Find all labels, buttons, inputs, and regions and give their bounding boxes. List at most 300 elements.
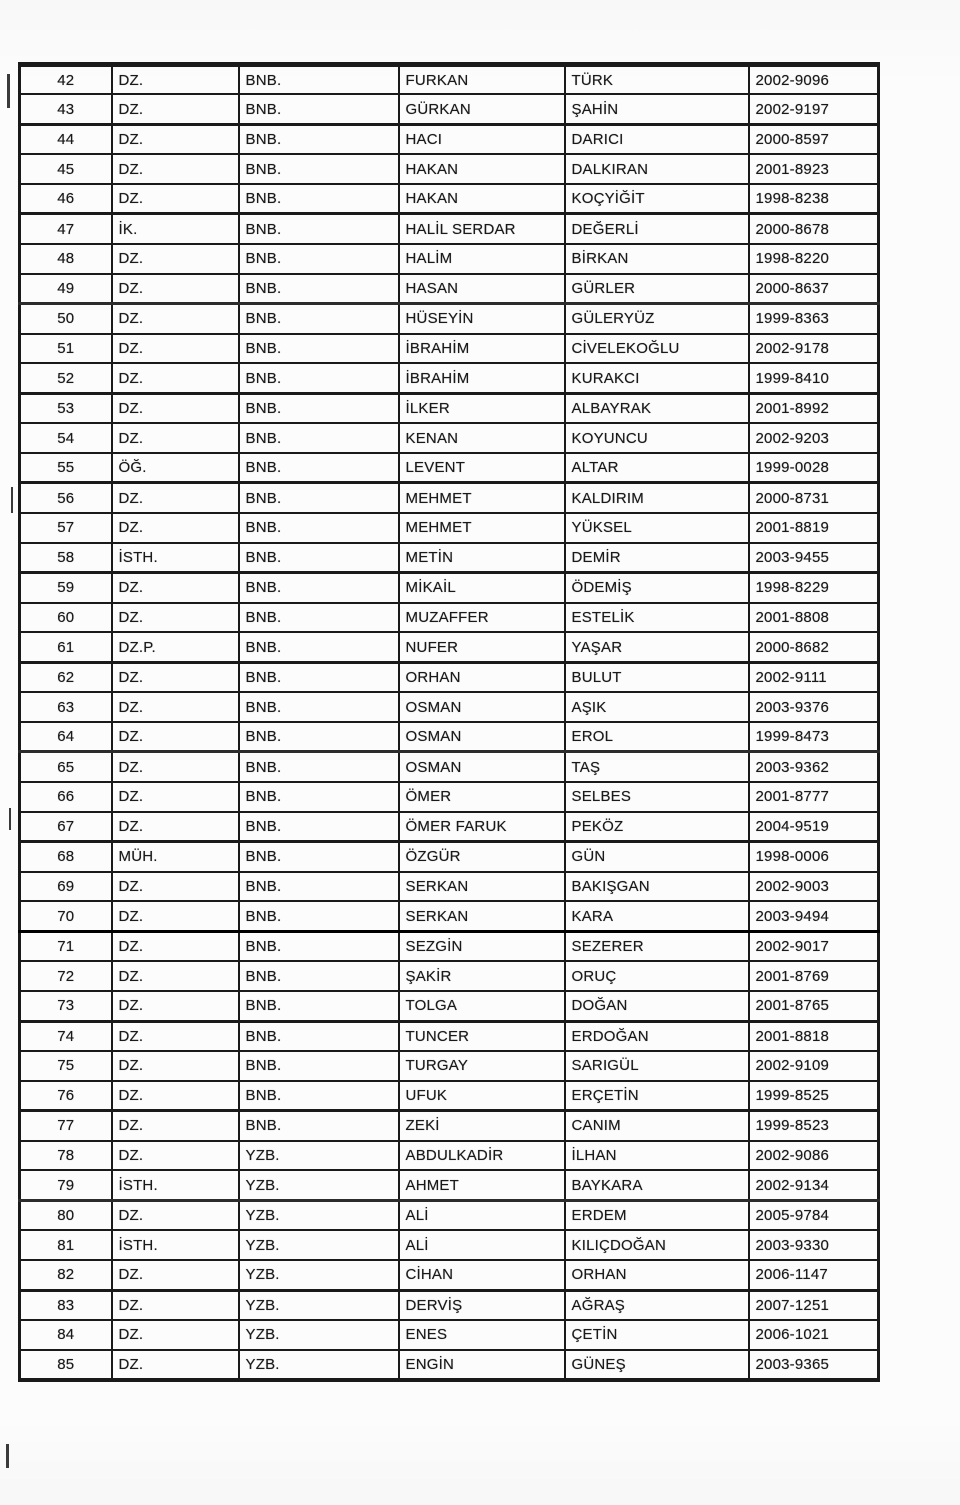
cell-branch: DZ.	[112, 423, 239, 453]
cell-registry-number: 2006-1147	[749, 1260, 879, 1290]
cell-row-number: 74	[20, 1021, 112, 1051]
cell-last-name: PEKÖZ	[565, 812, 749, 842]
cell-last-name: AŞIK	[565, 692, 749, 722]
cell-registry-number: 2001-8769	[749, 961, 879, 991]
cell-registry-number: 2001-8992	[749, 393, 879, 423]
cell-branch: DZ.	[112, 1141, 239, 1171]
cell-row-number: 56	[20, 483, 112, 513]
cell-branch: DZ.	[112, 1290, 239, 1320]
cell-registry-number: 2000-8678	[749, 214, 879, 244]
cell-branch: DZ.	[112, 244, 239, 274]
table-row	[20, 662, 879, 692]
cell-last-name: ÖDEMİŞ	[565, 573, 749, 603]
cell-row-number: 50	[20, 304, 112, 334]
cell-registry-number: 2001-8819	[749, 513, 879, 543]
cell-branch: DZ.	[112, 94, 239, 124]
cell-registry-number: 2001-8923	[749, 154, 879, 184]
table-row	[20, 1021, 879, 1051]
cell-registry-number: 2001-8818	[749, 1021, 879, 1051]
cell-registry-number: 2000-8731	[749, 483, 879, 513]
table-row	[20, 931, 879, 961]
cell-last-name: CANIM	[565, 1111, 749, 1141]
cell-first-name: HAKAN	[399, 154, 565, 184]
cell-branch: DZ.	[112, 991, 239, 1021]
cell-last-name: BULUT	[565, 662, 749, 692]
cell-first-name: HACI	[399, 124, 565, 154]
cell-rank: BNB.	[239, 334, 399, 364]
cell-row-number: 68	[20, 842, 112, 872]
table-row	[20, 901, 879, 931]
cell-rank: BNB.	[239, 543, 399, 573]
cell-rank: BNB.	[239, 214, 399, 244]
cell-row-number: 84	[20, 1320, 112, 1350]
cell-rank: YZB.	[239, 1141, 399, 1171]
table-row	[20, 722, 879, 752]
cell-rank: YZB.	[239, 1320, 399, 1350]
cell-branch: DZ.	[112, 154, 239, 184]
cell-rank: BNB.	[239, 1081, 399, 1111]
cell-last-name: İLHAN	[565, 1141, 749, 1171]
cell-last-name: ORUÇ	[565, 961, 749, 991]
cell-first-name: NUFER	[399, 632, 565, 662]
cell-row-number: 69	[20, 872, 112, 902]
cell-registry-number: 2002-9203	[749, 423, 879, 453]
table-row	[20, 1170, 879, 1200]
cell-last-name: ŞAHİN	[565, 94, 749, 124]
cell-rank: BNB.	[239, 603, 399, 633]
cell-first-name: OSMAN	[399, 722, 565, 752]
cell-branch: DZ.	[112, 812, 239, 842]
table-row	[20, 812, 879, 842]
cell-registry-number: 2007-1251	[749, 1290, 879, 1320]
cell-last-name: KALDIRIM	[565, 483, 749, 513]
cell-rank: BNB.	[239, 632, 399, 662]
cell-last-name: ERDOĞAN	[565, 1021, 749, 1051]
cell-row-number: 85	[20, 1350, 112, 1380]
cell-last-name: ALBAYRAK	[565, 393, 749, 423]
table-row	[20, 1290, 879, 1320]
cell-rank: BNB.	[239, 752, 399, 782]
table-row	[20, 1111, 879, 1141]
cell-rank: BNB.	[239, 901, 399, 931]
cell-last-name: DOĞAN	[565, 991, 749, 1021]
cell-rank: BNB.	[239, 513, 399, 543]
cell-registry-number: 1999-8410	[749, 363, 879, 393]
cell-rank: BNB.	[239, 573, 399, 603]
table-row	[20, 1141, 879, 1171]
cell-row-number: 66	[20, 782, 112, 812]
table-row	[20, 692, 879, 722]
cell-registry-number: 2002-9096	[749, 65, 879, 95]
cell-registry-number: 2002-9111	[749, 662, 879, 692]
cell-rank: BNB.	[239, 124, 399, 154]
cell-row-number: 44	[20, 124, 112, 154]
cell-row-number: 45	[20, 154, 112, 184]
personnel-roster-body	[20, 65, 879, 1380]
table-row	[20, 543, 879, 573]
cell-registry-number: 2005-9784	[749, 1200, 879, 1230]
table-row	[20, 842, 879, 872]
cell-branch: DZ.	[112, 1260, 239, 1290]
cell-registry-number: 2003-9362	[749, 752, 879, 782]
cell-branch: İSTH.	[112, 1170, 239, 1200]
cell-row-number: 63	[20, 692, 112, 722]
cell-last-name: BAKIŞGAN	[565, 872, 749, 902]
cell-row-number: 47	[20, 214, 112, 244]
cell-registry-number: 1999-8523	[749, 1111, 879, 1141]
cell-registry-number: 1999-8525	[749, 1081, 879, 1111]
cell-branch: DZ.	[112, 483, 239, 513]
scan-artifact-mark	[6, 1444, 9, 1468]
cell-first-name: HAKAN	[399, 184, 565, 214]
cell-registry-number: 2001-8765	[749, 991, 879, 1021]
table-row	[20, 1051, 879, 1081]
cell-first-name: ŞAKİR	[399, 961, 565, 991]
cell-rank: BNB.	[239, 842, 399, 872]
cell-row-number: 60	[20, 603, 112, 633]
cell-row-number: 73	[20, 991, 112, 1021]
cell-rank: BNB.	[239, 961, 399, 991]
cell-first-name: ALİ	[399, 1200, 565, 1230]
table-row	[20, 782, 879, 812]
cell-registry-number: 2006-1021	[749, 1320, 879, 1350]
cell-branch: DZ.	[112, 65, 239, 95]
cell-last-name: ÇETİN	[565, 1320, 749, 1350]
cell-registry-number: 2003-9455	[749, 543, 879, 573]
cell-branch: DZ.	[112, 1081, 239, 1111]
cell-last-name: SEZERER	[565, 931, 749, 961]
cell-first-name: ÖMER FARUK	[399, 812, 565, 842]
cell-last-name: TÜRK	[565, 65, 749, 95]
cell-first-name: ORHAN	[399, 662, 565, 692]
cell-rank: BNB.	[239, 662, 399, 692]
cell-first-name: DERVİŞ	[399, 1290, 565, 1320]
cell-last-name: DARICI	[565, 124, 749, 154]
cell-last-name: ESTELİK	[565, 603, 749, 633]
cell-first-name: ALİ	[399, 1230, 565, 1260]
cell-first-name: HASAN	[399, 274, 565, 304]
cell-rank: BNB.	[239, 872, 399, 902]
cell-first-name: AHMET	[399, 1170, 565, 1200]
cell-last-name: DEĞERLİ	[565, 214, 749, 244]
cell-rank: BNB.	[239, 65, 399, 95]
cell-branch: DZ.	[112, 961, 239, 991]
cell-registry-number: 1998-0006	[749, 842, 879, 872]
table-row	[20, 1320, 879, 1350]
cell-rank: YZB.	[239, 1200, 399, 1230]
cell-first-name: ABDULKADİR	[399, 1141, 565, 1171]
cell-last-name: ERÇETİN	[565, 1081, 749, 1111]
cell-row-number: 76	[20, 1081, 112, 1111]
cell-first-name: FURKAN	[399, 65, 565, 95]
cell-first-name: LEVENT	[399, 453, 565, 483]
cell-registry-number: 2002-9109	[749, 1051, 879, 1081]
cell-registry-number: 2000-8637	[749, 274, 879, 304]
cell-last-name: KOYUNCU	[565, 423, 749, 453]
cell-registry-number: 2003-9330	[749, 1230, 879, 1260]
cell-branch: DZ.	[112, 782, 239, 812]
cell-branch: DZ.	[112, 901, 239, 931]
cell-registry-number: 2002-9197	[749, 94, 879, 124]
cell-row-number: 79	[20, 1170, 112, 1200]
cell-first-name: HÜSEYİN	[399, 304, 565, 334]
cell-last-name: EROL	[565, 722, 749, 752]
cell-rank: BNB.	[239, 154, 399, 184]
cell-last-name: DEMİR	[565, 543, 749, 573]
cell-first-name: İBRAHİM	[399, 363, 565, 393]
cell-first-name: TOLGA	[399, 991, 565, 1021]
table-row	[20, 184, 879, 214]
scan-artifact-mark	[11, 487, 13, 513]
cell-first-name: UFUK	[399, 1081, 565, 1111]
cell-rank: BNB.	[239, 812, 399, 842]
cell-last-name: GÜLERYÜZ	[565, 304, 749, 334]
cell-last-name: KOÇYİĞİT	[565, 184, 749, 214]
cell-rank: BNB.	[239, 423, 399, 453]
cell-registry-number: 2002-9017	[749, 931, 879, 961]
personnel-roster-table	[18, 62, 880, 1382]
cell-rank: BNB.	[239, 692, 399, 722]
table-row	[20, 65, 879, 95]
table-row	[20, 214, 879, 244]
cell-row-number: 42	[20, 65, 112, 95]
table-row	[20, 1230, 879, 1260]
cell-row-number: 54	[20, 423, 112, 453]
cell-branch: DZ.	[112, 692, 239, 722]
cell-row-number: 59	[20, 573, 112, 603]
cell-registry-number: 2002-9086	[749, 1141, 879, 1171]
table-row	[20, 363, 879, 393]
cell-rank: BNB.	[239, 1021, 399, 1051]
cell-first-name: ÖZGÜR	[399, 842, 565, 872]
cell-first-name: ÖMER	[399, 782, 565, 812]
cell-rank: BNB.	[239, 483, 399, 513]
cell-registry-number: 2003-9376	[749, 692, 879, 722]
cell-registry-number: 2002-9003	[749, 872, 879, 902]
cell-branch: DZ.	[112, 1350, 239, 1380]
cell-row-number: 58	[20, 543, 112, 573]
cell-row-number: 83	[20, 1290, 112, 1320]
cell-first-name: CİHAN	[399, 1260, 565, 1290]
cell-first-name: METİN	[399, 543, 565, 573]
cell-branch: DZ.	[112, 662, 239, 692]
table-row	[20, 154, 879, 184]
cell-rank: BNB.	[239, 1051, 399, 1081]
cell-first-name: MEHMET	[399, 483, 565, 513]
cell-last-name: TAŞ	[565, 752, 749, 782]
cell-branch: ÖĞ.	[112, 453, 239, 483]
cell-first-name: MEHMET	[399, 513, 565, 543]
scan-artifact-mark	[9, 808, 11, 830]
cell-row-number: 72	[20, 961, 112, 991]
cell-row-number: 81	[20, 1230, 112, 1260]
cell-last-name: YÜKSEL	[565, 513, 749, 543]
table-row	[20, 94, 879, 124]
cell-rank: BNB.	[239, 274, 399, 304]
cell-branch: DZ.	[112, 752, 239, 782]
cell-first-name: MİKAİL	[399, 573, 565, 603]
cell-branch: DZ.	[112, 274, 239, 304]
cell-first-name: ENGİN	[399, 1350, 565, 1380]
cell-last-name: BAYKARA	[565, 1170, 749, 1200]
cell-row-number: 64	[20, 722, 112, 752]
cell-first-name: GÜRKAN	[399, 94, 565, 124]
table-row	[20, 1350, 879, 1380]
cell-first-name: SERKAN	[399, 901, 565, 931]
cell-registry-number: 1999-8473	[749, 722, 879, 752]
cell-branch: DZ.	[112, 304, 239, 334]
cell-row-number: 82	[20, 1260, 112, 1290]
cell-first-name: HALİL SERDAR	[399, 214, 565, 244]
cell-row-number: 52	[20, 363, 112, 393]
cell-first-name: ENES	[399, 1320, 565, 1350]
cell-registry-number: 2001-8777	[749, 782, 879, 812]
cell-last-name: GÜN	[565, 842, 749, 872]
cell-branch: DZ.	[112, 1320, 239, 1350]
cell-branch: DZ.	[112, 872, 239, 902]
cell-first-name: SEZGİN	[399, 931, 565, 961]
cell-last-name: ALTAR	[565, 453, 749, 483]
cell-first-name: TURGAY	[399, 1051, 565, 1081]
cell-first-name: SERKAN	[399, 872, 565, 902]
cell-last-name: KURAKCI	[565, 363, 749, 393]
cell-branch: DZ.	[112, 931, 239, 961]
cell-first-name: HALİM	[399, 244, 565, 274]
cell-registry-number: 2004-9519	[749, 812, 879, 842]
cell-rank: BNB.	[239, 782, 399, 812]
cell-row-number: 80	[20, 1200, 112, 1230]
cell-rank: BNB.	[239, 244, 399, 274]
cell-last-name: AĞRAŞ	[565, 1290, 749, 1320]
cell-first-name: OSMAN	[399, 692, 565, 722]
cell-registry-number: 1999-0028	[749, 453, 879, 483]
cell-rank: BNB.	[239, 184, 399, 214]
cell-rank: BNB.	[239, 722, 399, 752]
cell-rank: BNB.	[239, 453, 399, 483]
table-row	[20, 393, 879, 423]
cell-branch: DZ.	[112, 722, 239, 752]
cell-branch: DZ.	[112, 363, 239, 393]
cell-branch: DZ.	[112, 1200, 239, 1230]
cell-row-number: 61	[20, 632, 112, 662]
table-row	[20, 991, 879, 1021]
cell-row-number: 75	[20, 1051, 112, 1081]
cell-rank: YZB.	[239, 1260, 399, 1290]
cell-rank: BNB.	[239, 94, 399, 124]
cell-row-number: 78	[20, 1141, 112, 1171]
cell-row-number: 57	[20, 513, 112, 543]
table-row	[20, 483, 879, 513]
cell-row-number: 49	[20, 274, 112, 304]
cell-row-number: 62	[20, 662, 112, 692]
cell-row-number: 46	[20, 184, 112, 214]
cell-first-name: ZEKİ	[399, 1111, 565, 1141]
cell-first-name: MUZAFFER	[399, 603, 565, 633]
table-row	[20, 573, 879, 603]
cell-first-name: OSMAN	[399, 752, 565, 782]
scan-artifact-mark	[7, 74, 10, 108]
cell-branch: DZ.	[112, 124, 239, 154]
cell-first-name: İBRAHİM	[399, 334, 565, 364]
table-row	[20, 513, 879, 543]
table-row	[20, 453, 879, 483]
cell-row-number: 67	[20, 812, 112, 842]
table-row	[20, 632, 879, 662]
table-row	[20, 1081, 879, 1111]
cell-registry-number: 1998-8229	[749, 573, 879, 603]
table-row	[20, 752, 879, 782]
cell-row-number: 71	[20, 931, 112, 961]
cell-last-name: ERDEM	[565, 1200, 749, 1230]
cell-last-name: KARA	[565, 901, 749, 931]
cell-last-name: SELBES	[565, 782, 749, 812]
cell-rank: BNB.	[239, 1111, 399, 1141]
cell-rank: BNB.	[239, 363, 399, 393]
cell-branch: DZ.	[112, 603, 239, 633]
cell-last-name: DALKIRAN	[565, 154, 749, 184]
cell-branch: DZ.P.	[112, 632, 239, 662]
cell-rank: BNB.	[239, 304, 399, 334]
cell-row-number: 55	[20, 453, 112, 483]
cell-last-name: CİVELEKOĞLU	[565, 334, 749, 364]
cell-registry-number: 1998-8238	[749, 184, 879, 214]
cell-row-number: 77	[20, 1111, 112, 1141]
cell-last-name: KILIÇDOĞAN	[565, 1230, 749, 1260]
cell-branch: DZ.	[112, 1051, 239, 1081]
cell-row-number: 53	[20, 393, 112, 423]
cell-rank: BNB.	[239, 393, 399, 423]
cell-last-name: GÜRLER	[565, 274, 749, 304]
cell-last-name: YAŞAR	[565, 632, 749, 662]
cell-last-name: SARIGÜL	[565, 1051, 749, 1081]
cell-first-name: KENAN	[399, 423, 565, 453]
table-row	[20, 274, 879, 304]
cell-rank: YZB.	[239, 1290, 399, 1320]
cell-branch: DZ.	[112, 513, 239, 543]
cell-first-name: İLKER	[399, 393, 565, 423]
cell-row-number: 65	[20, 752, 112, 782]
cell-registry-number: 2003-9365	[749, 1350, 879, 1380]
cell-rank: BNB.	[239, 991, 399, 1021]
cell-row-number: 51	[20, 334, 112, 364]
cell-first-name: TUNCER	[399, 1021, 565, 1051]
table-row	[20, 872, 879, 902]
cell-registry-number: 2000-8597	[749, 124, 879, 154]
cell-branch: DZ.	[112, 184, 239, 214]
cell-last-name: GÜNEŞ	[565, 1350, 749, 1380]
table-row	[20, 334, 879, 364]
table-row	[20, 603, 879, 633]
cell-row-number: 70	[20, 901, 112, 931]
table-row	[20, 961, 879, 991]
cell-branch: MÜH.	[112, 842, 239, 872]
cell-registry-number: 2002-9134	[749, 1170, 879, 1200]
cell-last-name: ORHAN	[565, 1260, 749, 1290]
cell-rank: BNB.	[239, 931, 399, 961]
cell-branch: DZ.	[112, 573, 239, 603]
cell-last-name: BİRKAN	[565, 244, 749, 274]
table-row	[20, 304, 879, 334]
table-row	[20, 423, 879, 453]
table-row	[20, 244, 879, 274]
cell-registry-number: 2001-8808	[749, 603, 879, 633]
cell-rank: YZB.	[239, 1230, 399, 1260]
cell-branch: DZ.	[112, 334, 239, 364]
cell-branch: DZ.	[112, 1111, 239, 1141]
cell-rank: YZB.	[239, 1170, 399, 1200]
cell-branch: DZ.	[112, 393, 239, 423]
cell-branch: İK.	[112, 214, 239, 244]
